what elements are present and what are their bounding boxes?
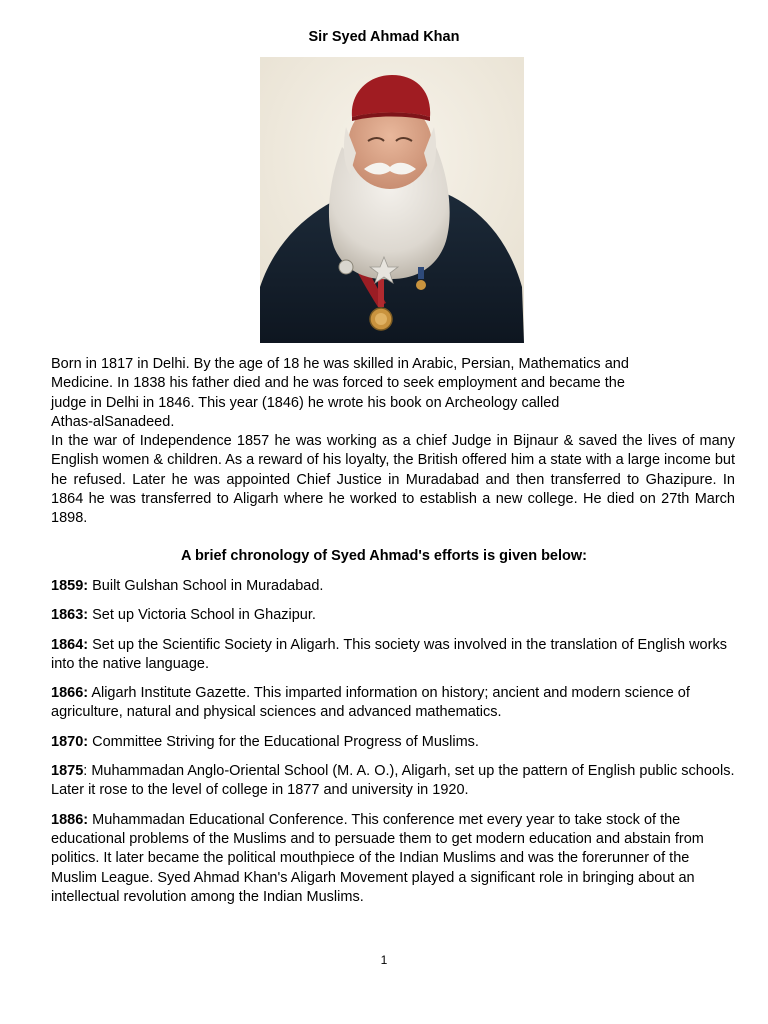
document-title: Sir Syed Ahmad Khan bbox=[308, 29, 460, 45]
entry-year: 1864: bbox=[51, 636, 89, 653]
chronology-heading: A brief chronology of Syed Ahmad's efforts is given below: bbox=[180, 548, 587, 564]
entry-text: Set up the Scientific Society in Aligarh. This society was involved in the translation of English works into the native language. bbox=[51, 636, 727, 672]
entry-year: 1859: bbox=[51, 578, 89, 594]
chronology-entry bbox=[51, 684, 735, 723]
entry-text: Built Gulshan School in Muradabad. bbox=[88, 578, 324, 594]
page-number: 1 bbox=[380, 953, 388, 967]
bio-paragraph-2: In the war of Independence 1857 he was working as a chief Judge in Bijnaur & saved the lives of many English women & children. As a reward of his loyalty, the British offered him a state with a large income but he refused. Later he was appointed Chief Justice in Muradabad and then transferred to Ghazipure. In 1864 he was transferred to Aligarh where he worked to establish a new college. He died on 27th March 1898. bbox=[51, 433, 735, 527]
biography bbox=[51, 355, 735, 529]
bio-line: Athas-alSanadeed. bbox=[51, 413, 175, 430]
chronology-entry bbox=[51, 606, 735, 625]
entry-year: 1866: bbox=[51, 685, 89, 702]
chronology-entry bbox=[51, 636, 735, 675]
chronology-entry bbox=[51, 733, 735, 752]
entry-year: 1870: bbox=[51, 733, 89, 750]
portrait-image bbox=[260, 57, 524, 343]
entry-text: Aligarh Institute Gazette. This imparted information on history; ancient and modern science of agriculture, natural and physical sciences and advanced mathematics. bbox=[51, 685, 690, 721]
entry-text: Set up Victoria School in Ghazipur. bbox=[88, 607, 316, 624]
entry-year: 1863: bbox=[51, 607, 89, 624]
entry-text: Committee Striving for the Educational Progress of Muslims. bbox=[88, 733, 479, 750]
bio-line: Born in 1817 in Delhi. By the age of 18 he was skilled in Arabic, Persian, Mathematics and bbox=[51, 356, 629, 372]
chronology-entry bbox=[51, 811, 735, 907]
bio-paragraph-1 bbox=[51, 355, 735, 432]
bio-line: judge in Delhi in 1846. This year (1846) he wrote his book on Archeology called bbox=[51, 394, 560, 411]
entry-text: Muhammadan Educational Conference. This conference met every year to take stock of the educational problems of the Muslims and to persuade them to get modern education and abstain from politics. It later became the political mouthpiece of the Indian Muslims and was the forerunner of the Muslim League. Syed Ahmad Khan's Aligarh Movement played a significant role in bringing about an intellectual revolution among the Indian Muslims. bbox=[51, 811, 704, 905]
chronology-list bbox=[51, 577, 735, 917]
entry-year: 1886: bbox=[51, 811, 89, 828]
chronology-entry bbox=[51, 577, 735, 596]
chronology-entry bbox=[51, 762, 735, 801]
entry-year: 1875 bbox=[51, 763, 84, 780]
bio-line: Medicine. In 1838 his father died and he was forced to seek employment and became the bbox=[51, 375, 625, 392]
entry-text: : Muhammadan Anglo-Oriental School (M. A. O.), Aligarh, set up the pattern of English public schools. Later it rose to the level of college in 1877 and university in 1920. bbox=[51, 763, 735, 799]
